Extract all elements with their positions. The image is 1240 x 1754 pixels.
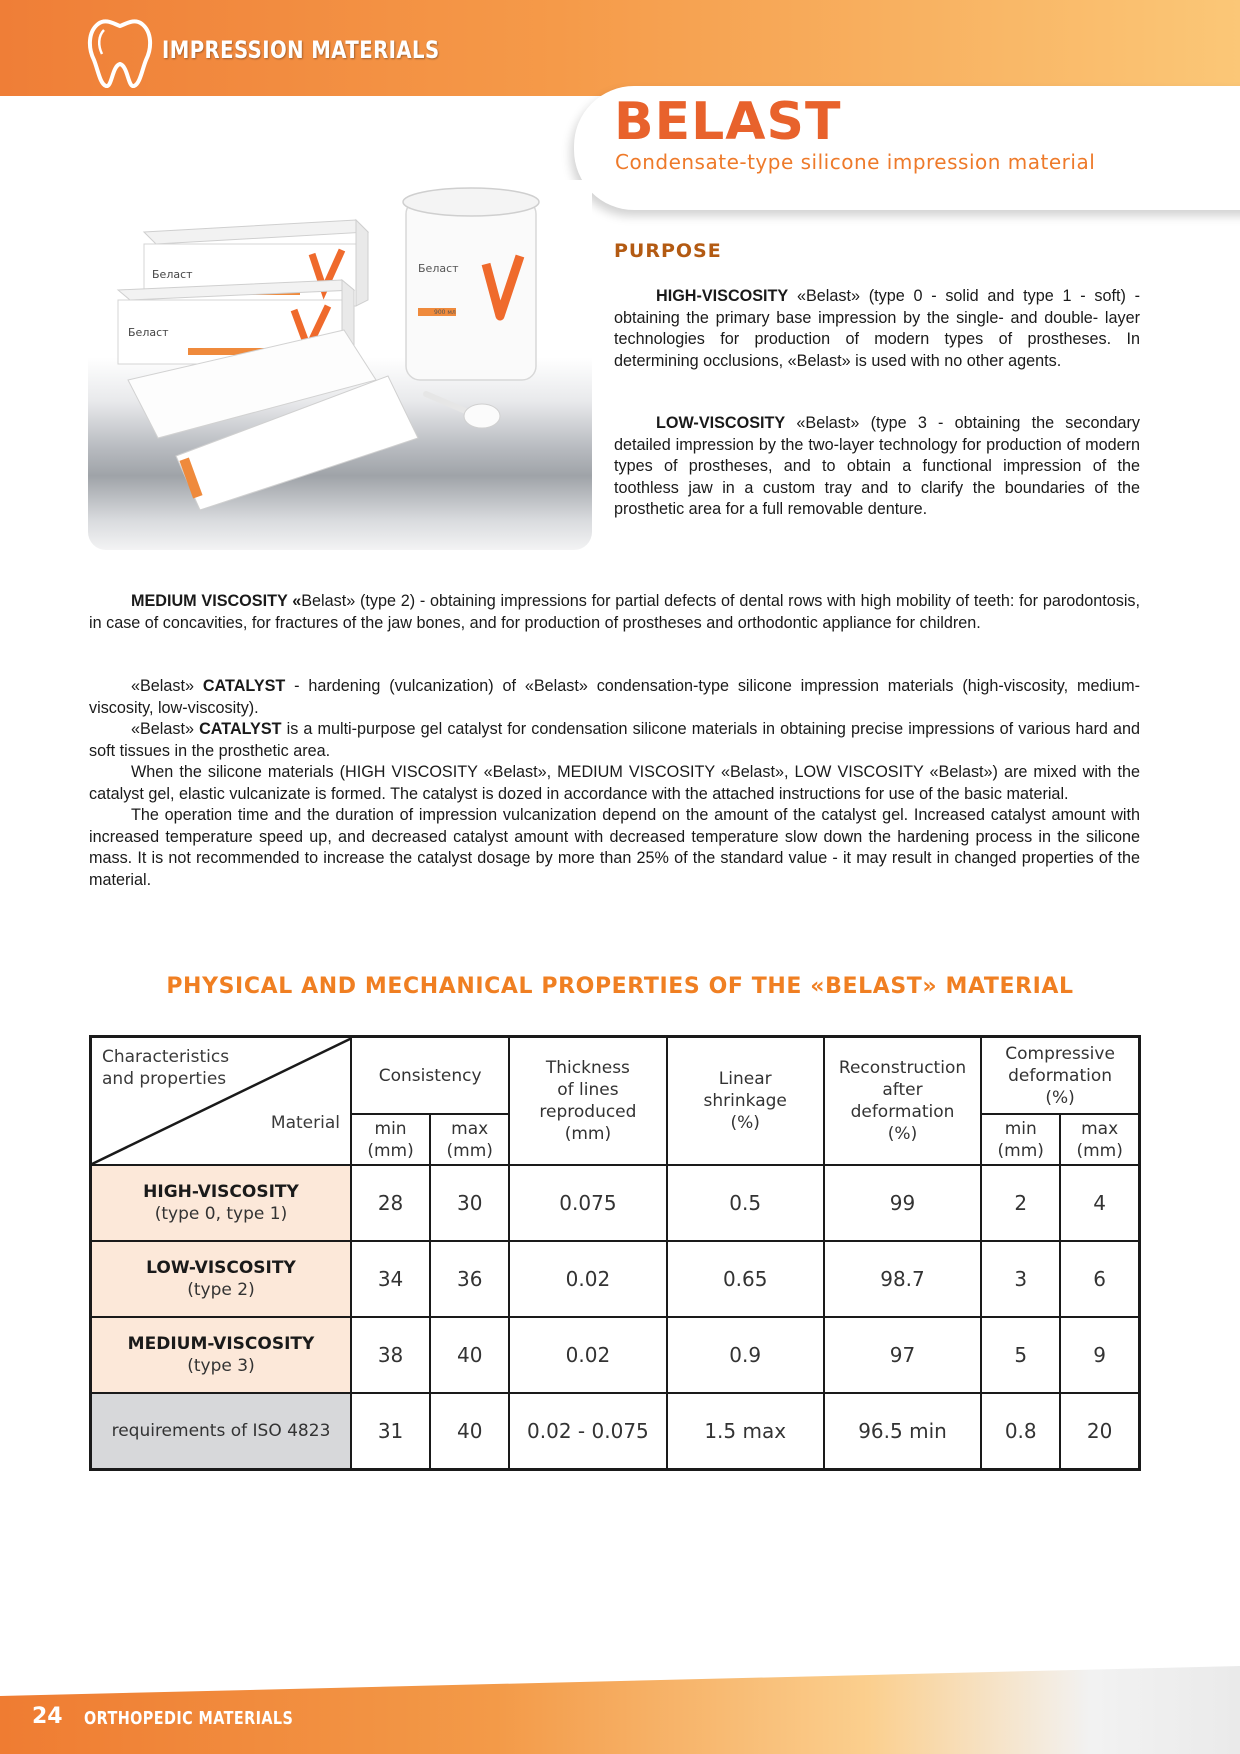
compressive-min-header: min (mm) bbox=[981, 1114, 1060, 1165]
cell-reconstruction: 98.7 bbox=[824, 1241, 981, 1317]
cell-thickness: 0.075 bbox=[509, 1165, 666, 1241]
row-label: MEDIUM-VISCOSITY (type 3) bbox=[91, 1317, 351, 1393]
cell-consistency-max: 40 bbox=[430, 1393, 509, 1470]
cell-consistency-min: 34 bbox=[351, 1241, 430, 1317]
tub-image bbox=[403, 188, 539, 380]
compressive-header: Compressive deformation (%) bbox=[981, 1037, 1139, 1115]
table-row bbox=[91, 1165, 1140, 1241]
medium-viscosity-text: Belast» (type 2) - obtaining impressions for partial defects of dental rows with high mobility of teeth: for parodontosis, in case of concavities, for fractures of the jaw bones, and for production of prostheses and orthodontic appliance for children. bbox=[89, 592, 1141, 632]
product-name: BELAST bbox=[614, 92, 842, 152]
mixing-paragraph: When the silicone materials (HIGH VISCOSITY «Belast», MEDIUM VISCOSITY «Belast», LOW VISCOSITY «Belast») are mixed with the catalyst gel, elastic vulcanizate is formed. The catalyst is dozed in accordance with the attached instructions for use of the basic material. bbox=[89, 763, 1140, 803]
corner-header-cell bbox=[91, 1037, 351, 1166]
cell-thickness: 0.02 bbox=[509, 1317, 666, 1393]
table-row bbox=[91, 1241, 1140, 1317]
cell-shrinkage: 0.5 bbox=[667, 1165, 824, 1241]
svg-text:Беласт: Беласт bbox=[128, 326, 169, 339]
cell-shrinkage: 0.9 bbox=[667, 1317, 824, 1393]
footer-section-label: ORTHOPEDIC MATERIALS bbox=[84, 1708, 294, 1729]
row-label: LOW-VISCOSITY (type 2) bbox=[91, 1241, 351, 1317]
medium-viscosity-term: MEDIUM VISCOSITY « bbox=[131, 592, 302, 610]
cell-consistency-min: 38 bbox=[351, 1317, 430, 1393]
corner-material-label: Material bbox=[270, 1113, 340, 1133]
low-viscosity-paragraph bbox=[614, 413, 1140, 521]
operation-paragraph: The operation time and the duration of impression vulcanization depend on the amount of the catalyst gel. Increased catalyst amount with increased temperature speed up, and decreased catalyst amount with decreased temperature slow down the hardening process in the silicone mass. It is not recommended to increase the catalyst dosage by more than 25% of the standard value - it may result in changed properties of the material. bbox=[89, 806, 1140, 889]
cell-compressive-max: 4 bbox=[1060, 1165, 1139, 1241]
reconstruction-header: Reconstruction after deformation (%) bbox=[824, 1037, 981, 1166]
row-label: HIGH-VISCOSITY (type 0, type 1) bbox=[91, 1165, 351, 1241]
cell-consistency-min: 28 bbox=[351, 1165, 430, 1241]
properties-table bbox=[89, 1035, 1141, 1471]
svg-text:Беласт: Беласт bbox=[418, 262, 459, 275]
cell-compressive-max: 9 bbox=[1060, 1317, 1139, 1393]
cell-consistency-max: 36 bbox=[430, 1241, 509, 1317]
shrinkage-header: Linear shrinkage (%) bbox=[667, 1037, 824, 1166]
cell-consistency-min: 31 bbox=[351, 1393, 430, 1470]
cell-compressive-min: 3 bbox=[981, 1241, 1060, 1317]
high-viscosity-text: «Belast» (type 0 - solid and type 1 - soft) - obtaining the primary base impression by the single- and double- layer technologies for production of modern types of prostheses. In determining occlusions, «Belast» is used with no other agents. bbox=[614, 287, 1140, 370]
high-viscosity-paragraph bbox=[614, 286, 1140, 372]
cell-consistency-max: 40 bbox=[430, 1317, 509, 1393]
medium-viscosity-paragraph bbox=[89, 591, 1140, 634]
product-photo bbox=[88, 180, 592, 550]
cell-reconstruction: 97 bbox=[824, 1317, 981, 1393]
tooth-logo-icon bbox=[84, 14, 156, 88]
catalyst-paragraphs bbox=[89, 676, 1140, 891]
cell-shrinkage: 0.65 bbox=[667, 1241, 824, 1317]
section-title: IMPRESSION MATERIALS bbox=[162, 36, 440, 64]
thickness-header: Thickness of lines reproduced (mm) bbox=[509, 1037, 666, 1166]
table-row bbox=[91, 1317, 1140, 1393]
svg-text:900 мл: 900 мл bbox=[434, 309, 456, 316]
cell-thickness: 0.02 - 0.075 bbox=[509, 1393, 666, 1470]
iso-row-label: requirements of ISO 4823 bbox=[91, 1393, 351, 1470]
cell-shrinkage: 1.5 max bbox=[667, 1393, 824, 1470]
product-photo-illustration bbox=[88, 180, 592, 550]
low-viscosity-text: «Belast» (type 3 - obtaining the secondary detailed impression by the two-layer technology for production of modern types of prostheses, and to obtain a functional impression of the toothless jaw in a custom tray and to clarify the boundaries of the prosthetic area for a full removable denture. bbox=[614, 414, 1140, 518]
corner-characteristics-label: Characteristics and properties bbox=[102, 1047, 230, 1089]
page-number: 24 bbox=[32, 1704, 63, 1729]
cell-reconstruction: 99 bbox=[824, 1165, 981, 1241]
compressive-max-header: max (mm) bbox=[1060, 1114, 1139, 1165]
cell-compressive-max: 20 bbox=[1060, 1393, 1139, 1470]
consistency-min-header: min (mm) bbox=[351, 1114, 430, 1165]
cell-compressive-max: 6 bbox=[1060, 1241, 1139, 1317]
consistency-header: Consistency bbox=[351, 1037, 509, 1115]
catalyst-hardening-paragraph: «Belast» CATALYST - hardening (vulcanization) of «Belast» condensation-type silicone impression materials (high-viscosity, medium-viscosity, low-viscosity). bbox=[89, 677, 1140, 717]
table-title: PHYSICAL AND MECHANICAL PROPERTIES OF THE «BELAST» MATERIAL bbox=[166, 974, 1074, 999]
scoop-image bbox=[426, 394, 500, 428]
purpose-heading: PURPOSE bbox=[614, 240, 722, 262]
iso-requirements-row bbox=[91, 1393, 1140, 1470]
low-viscosity-term: LOW-VISCOSITY bbox=[656, 414, 786, 432]
catalyst-gel-paragraph: «Belast» CATALYST is a multi-purpose gel catalyst for condensation silicone materials in obtaining precise impressions of various hard and soft tissues in the prosthetic area. bbox=[89, 720, 1140, 760]
cell-compressive-min: 0.8 bbox=[981, 1393, 1060, 1470]
cell-compressive-min: 5 bbox=[981, 1317, 1060, 1393]
cell-thickness: 0.02 bbox=[509, 1241, 666, 1317]
svg-text:Беласт: Беласт bbox=[152, 268, 193, 281]
cell-consistency-max: 30 bbox=[430, 1165, 509, 1241]
consistency-max-header: max (mm) bbox=[430, 1114, 509, 1165]
cell-compressive-min: 2 bbox=[981, 1165, 1060, 1241]
product-subtitle: Condensate-type silicone impression material bbox=[615, 150, 1096, 174]
cell-reconstruction: 96.5 min bbox=[824, 1393, 981, 1470]
high-viscosity-term: HIGH-VISCOSITY bbox=[656, 287, 789, 305]
